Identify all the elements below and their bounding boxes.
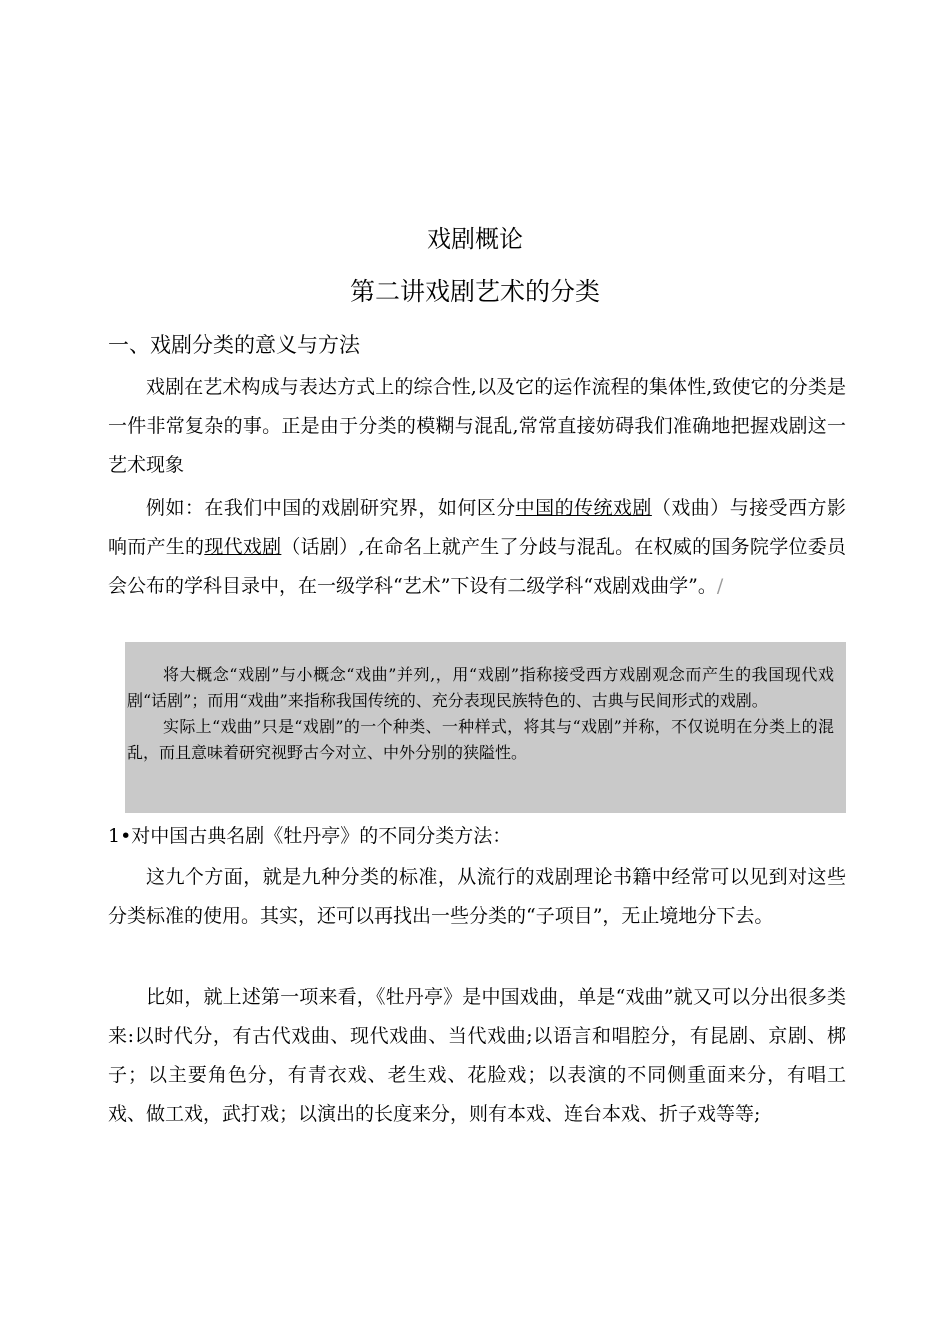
highlighted-note-box: [125, 642, 846, 813]
paragraph-nine-aspects: 这九个方面，就是九种分类的标准，从流行的戏剧理论书籍中经常可以见到对这些分类标准的使用。其实，还可以再找出一些分类的“子项目”，无止境地分下去。: [108, 866, 846, 927]
underlined-term-modern-drama: 现代戏剧: [204, 536, 282, 558]
paragraph-example-text-1: 例如：在我们中国的戏剧研究界，如何区分: [146, 497, 516, 519]
paragraph-intro: 戏剧在艺术构成与表达方式上的综合性,以及它的运作流程的集体性,致使它的分类是一件非常复杂的事。正是由于分类的模糊与混乱,常常直接妨碍我们准确地把握戏剧这一艺术现象: [108, 376, 846, 476]
lecture-title: 第二讲戏剧艺术的分类: [349, 277, 600, 306]
paragraph-opera-categories: 比如，就上述第一项来看，《牡丹亭》是中国戏曲，单是“戏曲”就又可以分出很多类来:以时代分，有古代戏曲、现代戏曲、当代戏曲;以语言和唱腔分，有昆剧、京剧、梆子；以主要角色分，有青衣戏、老生戏、花脸戏；以表演的不同侧重面来分，有唱工戏、做工戏，武打戏；以演出的长度来分，则有本戏、连台本戏、折子戏等等;: [108, 986, 846, 1125]
note-paragraph-2: 实际上“戏曲”只是“戏剧”的一个种类、一种样式，将其与“戏剧”并称，不仅说明在分类上的混乱，而且意味着研究视野古今对立、中外分别的狭隘性。: [127, 717, 834, 762]
note-paragraph-1: 将大概念“戏剧”与小概念“戏曲”并列,，用“戏剧”指称接受西方戏剧观念而产生的我国现代戏剧“话剧”；而用“戏曲”来指称我国传统的、充分表现民族特色的、古典与民间形式的戏剧。: [127, 665, 834, 710]
paragraph-example-text-2: （戏曲）与接受西方影响而产生的: [108, 497, 846, 558]
section-heading: 一、戏剧分类的意义与方法: [108, 333, 360, 357]
list-item-1: 1•对中国古典名剧《牡丹亭》的不同分类方法：: [108, 825, 512, 847]
paragraph-example-text-3: （话剧）,在命名上就产生了分歧与混乱。在权威的国务院学位委员会公布的学科目录中，在一级学科“艺术”下设有二级学科“戏剧戏曲学”。: [108, 536, 846, 597]
underlined-term-traditional-drama: 中国的传统戏剧: [515, 497, 652, 519]
paragraph-example: [108, 489, 846, 606]
document-title: 戏剧概论: [427, 225, 523, 253]
stray-mark: /: [716, 575, 724, 597]
